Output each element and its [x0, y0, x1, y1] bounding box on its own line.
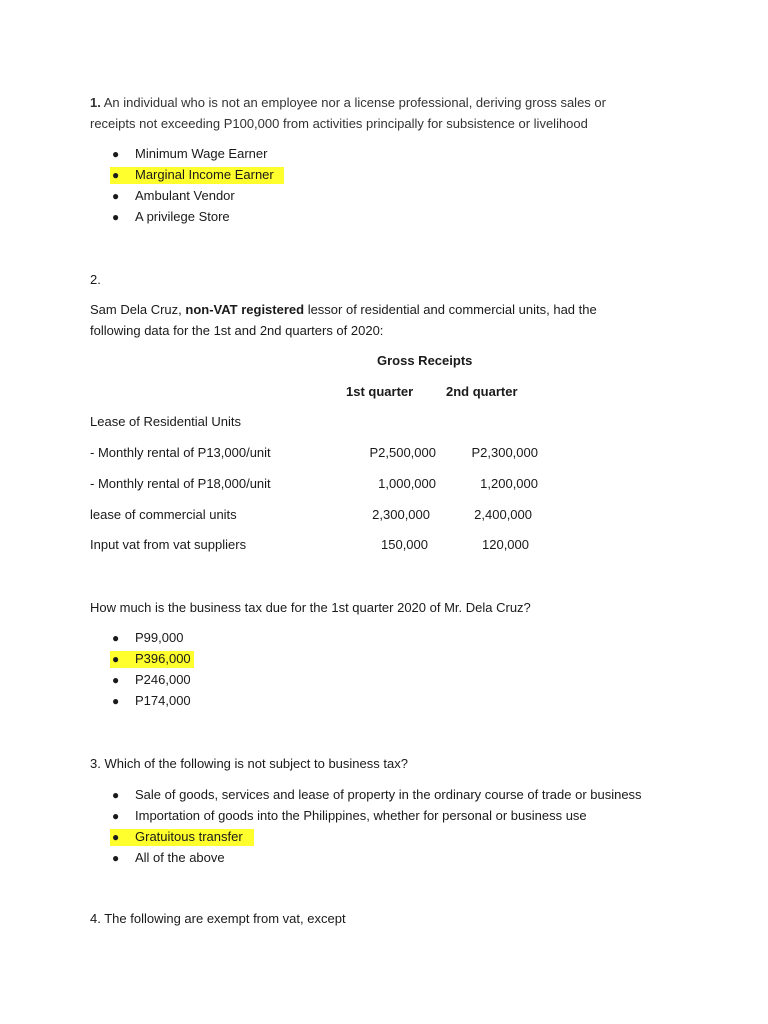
bullet-icon: ● [112, 830, 120, 844]
question-2-option-3: P246,000 [135, 672, 191, 687]
question-3-option-3-highlighted: Gratuitous transfer [135, 829, 243, 844]
bullet-icon: ● [112, 652, 120, 666]
question-3-option-1: Sale of goods, services and lease of property in the ordinary course of trade or business [135, 787, 642, 802]
question-1-line2: receipts not exceeding P100,000 from activities principally for subsistence or livelihood [90, 116, 588, 131]
bullet-icon: ● [112, 673, 120, 687]
question-1-option-3: Ambulant Vendor [135, 188, 235, 203]
table-row-label: - Monthly rental of P18,000/unit [90, 476, 271, 491]
question-1-line1 [90, 94, 606, 112]
table-row-q2-value: 1,200,000 [480, 476, 538, 491]
question-2-intro-line1 [90, 301, 597, 319]
bullet-icon: ● [112, 694, 120, 708]
table-row-q2-value: P2,300,000 [471, 445, 538, 460]
question-4-text: 4. The following are exempt from vat, except [90, 911, 346, 926]
table-row-q2-value: 2,400,000 [474, 507, 532, 522]
question-3-option-2: Importation of goods into the Philippines, whether for personal or business use [135, 808, 587, 823]
table-row-label: - Monthly rental of P13,000/unit [90, 445, 271, 460]
question-2-option-2-highlighted: P396,000 [135, 651, 191, 666]
table-row-q1-value: 1,000,000 [378, 476, 436, 491]
bullet-icon: ● [112, 147, 120, 161]
question-2-option-1: P99,000 [135, 630, 184, 645]
question-2-intro-bold: non-VAT registered [185, 302, 305, 317]
question-2-text: How much is the business tax due for the 1st quarter 2020 of Mr. Dela Cruz? [90, 600, 531, 615]
question-2-intro-part1: Sam Dela Cruz, [90, 302, 186, 317]
table-row-label: lease of commercial units [90, 507, 237, 522]
table-column-1st-quarter: 1st quarter [346, 384, 414, 399]
table-row-q1-value: 150,000 [381, 537, 428, 552]
bullet-icon: ● [112, 210, 120, 224]
bullet-icon: ● [112, 631, 120, 645]
question-1-text: An individual who is not an employee nor a license professional, deriving gross sales or [103, 95, 606, 110]
table-title: Gross Receipts [377, 353, 473, 368]
table-section-label: Lease of Residential Units [90, 414, 242, 429]
table-row-q1-value: P2,500,000 [369, 445, 436, 460]
question-1-option-4: A privilege Store [135, 209, 230, 224]
bullet-icon: ● [112, 189, 120, 203]
question-2-intro-part2: lessor of residential and commercial units, had the [304, 302, 597, 317]
bullet-icon: ● [112, 168, 120, 182]
question-3-option-4: All of the above [135, 850, 225, 865]
question-2-intro-line2: following data for the 1st and 2nd quarters of 2020: [90, 323, 384, 338]
table-row-q2-value: 120,000 [482, 537, 529, 552]
bullet-icon: ● [112, 809, 120, 823]
bullet-icon: ● [112, 788, 120, 802]
table-row-q1-value: 2,300,000 [372, 507, 430, 522]
question-1-option-2-highlighted: Marginal Income Earner [135, 167, 274, 182]
question-2-number: 2. [90, 272, 101, 287]
question-2-option-4: P174,000 [135, 693, 191, 708]
bullet-icon: ● [112, 851, 120, 865]
question-1-number: 1. [90, 95, 101, 110]
question-3-text: 3. Which of the following is not subject to business tax? [90, 756, 408, 771]
table-row-label: Input vat from vat suppliers [90, 537, 247, 552]
table-column-2nd-quarter: 2nd quarter [446, 384, 518, 399]
question-1-option-1: Minimum Wage Earner [135, 146, 268, 161]
